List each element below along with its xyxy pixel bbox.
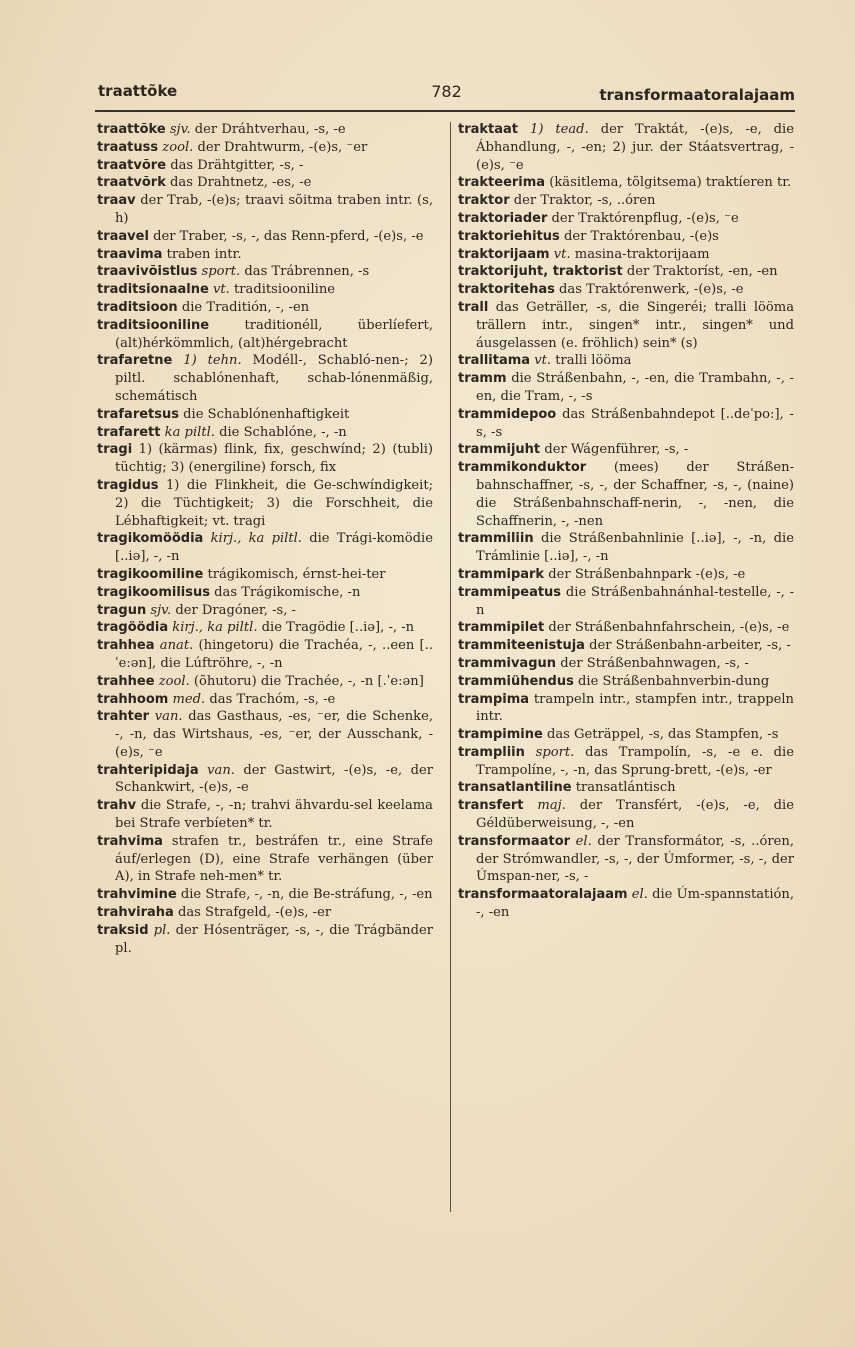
entry-headword: trammipilet: [458, 620, 545, 636]
dictionary-entry: [97, 922, 433, 958]
entry-headword: trall: [458, 299, 489, 315]
entry-headword: trahviraha: [97, 905, 174, 921]
entry-definition: 1) die Flinkheit, die Ge-schwíndigkeit; 2) die Tüchtigkeit; 3) die Forschheit, die Lébhaftigkeit; vt. tragi: [115, 477, 433, 529]
entry-definition: der Drahtwurm, -(e)s, ⁻er: [197, 139, 368, 155]
entry-label: zool.: [158, 673, 190, 689]
entry-headword: tragöödia: [97, 620, 169, 636]
entry-label: el.: [575, 833, 592, 849]
right-running-headword: transformaatoralajaam: [599, 86, 795, 104]
dictionary-entry: [458, 406, 794, 442]
entry-label: 1) tehn.: [183, 353, 242, 369]
entry-definition: das Trágikomische, -n: [214, 584, 361, 600]
entry-label: pl.: [153, 922, 171, 938]
dictionary-entry: [97, 602, 433, 620]
dictionary-entry: [97, 352, 433, 405]
entry-definition: die Strafe, -, -n; trahvi ähvardu-sel keelama bei Strafe verbíeten* tr.: [115, 798, 433, 832]
dictionary-entry: [458, 459, 794, 530]
entry-definition: der Traktórenbau, -(e)s: [563, 228, 719, 244]
entry-headword: trampliin: [458, 744, 525, 760]
dictionary-entry: [458, 566, 794, 584]
column-divider: [450, 122, 451, 1212]
dictionary-entry: [458, 263, 794, 281]
dictionary-entry: [97, 424, 433, 442]
entry-headword: trakteerima: [458, 175, 546, 191]
dictionary-entry: [97, 904, 433, 922]
entry-headword: trahter: [97, 709, 150, 725]
dictionary-entry: [458, 228, 794, 246]
dictionary-entry: [458, 352, 794, 370]
entry-definition: das Drähtgitter, -s, -: [170, 157, 304, 173]
entry-definition: der Gastwirt, -(e)s, -e, der Schankwirt, -(e)s, -e: [115, 762, 433, 796]
entry-label: maj.: [537, 798, 566, 814]
entry-headword: trammiliin: [458, 531, 534, 547]
entry-definition: das Geträller, -s, die Singeréi; tralli lööma trällern intr., singen* intr., singen* und áusgelassen (e. fröhlich) sein* (s): [476, 299, 794, 351]
entry-headword: traditsionaalne: [97, 282, 209, 298]
entry-headword: trampimine: [458, 727, 543, 743]
entry-headword: tragikoomiline: [97, 566, 204, 582]
entry-label: ka piltl.: [164, 424, 215, 440]
entry-headword: tragun: [97, 602, 147, 618]
dictionary-entry: [97, 157, 433, 175]
entry-definition: die Trági-komödie [..iə], -, -n: [115, 531, 433, 565]
entry-definition: der Trab, -(e)s; traavi sõitma traben intr. (s, h): [115, 193, 433, 226]
entry-definition: der Dráhtverhau, -s, -e: [194, 122, 346, 137]
entry-definition: der Stráßenbahn-arbeiter, -s, -: [589, 638, 791, 654]
entry-definition: das Strafgeld, -(e)s, -er: [177, 905, 332, 921]
dictionary-entry: [458, 619, 794, 637]
dictionary-entry: [97, 192, 433, 228]
entry-definition: trampeln intr., stampfen intr., trappeln intr.: [476, 691, 794, 725]
dictionary-entry: [97, 121, 433, 139]
entry-headword: trahvima: [97, 833, 163, 849]
dictionary-entry: [97, 619, 433, 637]
dictionary-entry: [458, 530, 794, 566]
dictionary-entry: [458, 833, 794, 886]
dictionary-entry: [458, 886, 794, 922]
entry-label: med.: [172, 691, 206, 707]
entry-headword: transfert: [458, 798, 524, 814]
entry-definition: das Stráßenbahndepot [..deˈpo:], -s, -s: [476, 406, 794, 440]
entry-definition: das Gasthaus, -es, ⁻er, die Schenke, -, -n, das Wirtshaus, -es, ⁻er, der Ausschank, -(e)s, ⁻e: [115, 709, 433, 760]
dictionary-entry: [97, 886, 433, 904]
entry-headword: traktorijuht, traktorist: [458, 264, 623, 280]
entry-label: vt.: [213, 282, 230, 298]
dictionary-entry: [97, 406, 433, 424]
entry-definition: der Stráßenbahnpark -(e)s, -e: [548, 566, 746, 582]
entry-definition: traditsiooniline: [234, 282, 336, 298]
entry-definition: die Tragödie [..iə], -, -n: [261, 620, 415, 636]
entry-definition: traben intr.: [166, 246, 242, 262]
entry-headword: tragi: [97, 442, 133, 458]
entry-headword: trallitama: [458, 353, 531, 369]
entry-headword: trahhoom: [97, 691, 169, 707]
dictionary-entry: [458, 299, 794, 352]
entry-headword: traktoritehas: [458, 282, 555, 298]
entry-headword: traktoriader: [458, 210, 548, 226]
entry-headword: trammipark: [458, 566, 545, 582]
entry-definition: die Stráßenbahnánhal-testelle, -, -n: [476, 584, 794, 618]
entry-headword: trammivagun: [458, 655, 557, 671]
entry-definition: die Schablónenhaftigkeit: [183, 406, 350, 422]
entry-headword: traattõke: [97, 122, 166, 137]
dictionary-entry: [458, 370, 794, 406]
entry-definition: das Drahtnetz, -es, -e: [170, 175, 312, 191]
left-running-headword: traattõke: [98, 82, 178, 100]
entry-headword: trammikonduktor: [458, 460, 587, 476]
entry-definition: strafen tr., bestráfen tr., eine Strafe áuf/erlegen (D), eine Strafe verhängen (über A), in Strafe neh-men* tr.: [115, 833, 433, 885]
entry-definition: der Traktórenpflug, -(e)s, ⁻e: [551, 210, 739, 226]
entry-definition: masina-traktorijaam: [574, 246, 710, 262]
entry-headword: trammijuht: [458, 442, 541, 458]
entry-definition: das Trampolín, -s, -e e. die Trampolíne, -, -n, das Sprung-brett, -(e)s, -er: [476, 744, 794, 778]
dictionary-entry: [97, 691, 433, 709]
entry-definition: (õhutoru) die Trachée, -, -n [.ˈe:ən]: [193, 673, 424, 689]
dictionary-entry: [458, 281, 794, 299]
entry-headword: traktorijaam: [458, 246, 550, 262]
dictionary-entry: [97, 228, 433, 246]
entry-label: kirj., ka piltl.: [210, 531, 302, 547]
entry-definition: trágikomisch, érnst-hei-ter: [207, 566, 386, 582]
dictionary-entry: [97, 139, 433, 157]
dictionary-entry: [458, 441, 794, 459]
entry-headword: traatvõre: [97, 157, 167, 173]
entry-label: vt.: [553, 246, 571, 262]
page-number: 782: [431, 82, 462, 101]
entry-headword: trafarett: [97, 424, 161, 440]
entry-definition: (käsitlema, tõlgitsema) traktíeren tr.: [549, 175, 792, 191]
entry-headword: traavel: [97, 228, 149, 244]
entry-definition: Modéll-, Schabló-nen-; 2) piltl. schablónenhaft, schab-lónenmäßig, schemátisch: [115, 353, 433, 404]
entry-label: el.: [631, 887, 648, 903]
entry-definition: traditionéll, überlíefert, (alt)hérkömmlich, (alt)hérgebracht: [115, 317, 433, 351]
entry-label: sport.: [201, 264, 241, 280]
dictionary-entry: [97, 637, 433, 673]
entry-headword: trafaretne: [97, 353, 173, 369]
entry-headword: traavivõistlus: [97, 264, 198, 280]
dictionary-entry: [97, 708, 433, 761]
entry-definition: der Traber, -s, -, das Renn-pferd, -(e)s, -e: [153, 228, 424, 244]
entry-label: zool.: [162, 139, 194, 155]
entry-headword: trahvimine: [97, 887, 177, 903]
entry-headword: trammiteenistuja: [458, 638, 585, 654]
dictionary-entry: [458, 744, 794, 780]
dictionary-entry: [458, 584, 794, 620]
entry-headword: traatuss: [97, 139, 159, 155]
dictionary-entry: [458, 246, 794, 264]
header-rule: [95, 110, 795, 112]
entry-definition: der Transfért, -(e)s, -e, die Géldüberweisung, -, -en: [476, 798, 794, 832]
dictionary-entry: [458, 779, 794, 797]
page-header: [98, 82, 795, 108]
dictionary-entry: [97, 530, 433, 566]
entry-headword: trahteripidaja: [97, 762, 199, 778]
dictionary-entry: [458, 797, 794, 833]
entry-definition: der Traktor, -s, ..óren: [513, 193, 656, 209]
entry-definition: der Stráßenbahnwagen, -s, -: [560, 655, 749, 671]
entry-headword: traditsiooniline: [97, 317, 210, 333]
entry-definition: der Traktát, -(e)s, -e, die Ábhandlung, -, -en; 2) jur. der Stáatsvertrag, -(e)s, ⁻e: [476, 122, 794, 173]
dictionary-entry: [458, 210, 794, 228]
entry-headword: tramm: [458, 371, 507, 387]
entry-definition: das Trachóm, -s, -e: [209, 691, 336, 707]
dictionary-entry: [97, 797, 433, 833]
dictionary-entry: [97, 281, 433, 299]
dictionary-entry: [97, 299, 433, 317]
dictionary-entry: [97, 246, 433, 264]
entry-definition: die Úm-spannstatión, -, -en: [476, 887, 794, 921]
entry-definition: das Trábrennen, -s: [244, 264, 370, 280]
entry-definition: das Geträppel, -s, das Stampfen, -s: [546, 727, 779, 743]
right-column: [458, 121, 794, 922]
entry-label: sport.: [535, 744, 575, 760]
entry-label: kirj., ka piltl.: [172, 620, 258, 636]
dictionary-entry: [458, 121, 794, 174]
dictionary-entry: [97, 673, 433, 691]
entry-headword: traktoriehitus: [458, 228, 560, 244]
entry-headword: traavima: [97, 246, 163, 262]
dictionary-entry: [97, 833, 433, 886]
entry-definition: die Stráßenbahnverbin-dung: [578, 673, 770, 689]
dictionary-entry: [458, 192, 794, 210]
entry-headword: traktaat: [458, 122, 519, 137]
entry-definition: transatlántisch: [575, 780, 676, 796]
dictionary-entry: [97, 584, 433, 602]
entry-definition: 1) (kärmas) flink, fix, geschwínd; 2) (tubli) tüchtig; 3) (energiline) forsch, fix: [115, 442, 433, 476]
dictionary-entry: [458, 691, 794, 727]
dictionary-entry: [97, 317, 433, 353]
dictionary-entry: [458, 726, 794, 744]
dictionary-entry: [458, 637, 794, 655]
entry-definition: die Stráßenbahnlinie [..iə], -, -n, die Trámlinie [..iə], -, -n: [476, 531, 794, 565]
entry-headword: trammidepoo: [458, 406, 557, 422]
entry-headword: transformaator: [458, 833, 571, 849]
entry-definition: der Hósenträger, -s, -, die Trágbänder pl.: [115, 922, 433, 956]
dictionary-entry: [458, 655, 794, 673]
dictionary-entry: [97, 762, 433, 798]
dictionary-entry: [97, 477, 433, 530]
entry-headword: trahhea: [97, 638, 155, 654]
entry-definition: die Schablóne, -, -n: [219, 424, 347, 440]
dictionary-entry: [97, 263, 433, 281]
dictionary-entry: [97, 441, 433, 477]
entry-headword: traatvõrk: [97, 175, 166, 191]
entry-definition: der Traktoríst, -en, -en: [626, 264, 778, 280]
entry-definition: die Stráßenbahn, -, -en, die Trambahn, -, -en, die Tram, -, -s: [476, 371, 794, 404]
entry-definition: der Stráßenbahnfahrschein, -(e)s, -e: [548, 620, 790, 636]
entry-definition: die Traditión, -, -en: [181, 299, 310, 315]
entry-definition: der Dragóner, -s, -: [175, 602, 296, 618]
entry-headword: traksid: [97, 922, 149, 938]
entry-label: van.: [207, 762, 235, 778]
entry-headword: trafaretsus: [97, 406, 179, 422]
entry-label: vt.: [534, 353, 552, 369]
dictionary-entry: [458, 673, 794, 691]
entry-label: sjv.: [169, 122, 191, 137]
entry-definition: tralli lööma: [555, 353, 632, 369]
entry-headword: tragidus: [97, 477, 159, 493]
entry-headword: transformaatoralajaam: [458, 887, 628, 903]
entry-label: sjv.: [150, 602, 172, 618]
entry-headword: transatlantiline: [458, 780, 572, 796]
entry-definition: das Traktórenwerk, -(e)s, -e: [559, 282, 744, 298]
entry-definition: der Transformátor, -s, ..óren, der Strómwandler, -s, -, der Úmformer, -s, -, der Úmspan-ner, -s, -: [476, 833, 794, 885]
entry-label: anat.: [159, 638, 194, 654]
entry-headword: trahv: [97, 798, 137, 814]
entry-definition: die Strafe, -, -n, die Be-stráfung, -, -en: [180, 887, 433, 903]
dictionary-entry: [97, 174, 433, 192]
entry-headword: traav: [97, 193, 136, 209]
entry-headword: traktor: [458, 193, 510, 209]
entry-headword: tragikomöödia: [97, 531, 204, 547]
entry-definition: (mees) der Stráßen-bahnschaffner, -s, -, der Schaffner, -s, -, (naine) die Stráßenbahnschaff-nerin, -, -nen, die Schaffnerin, -, -nen: [476, 460, 794, 529]
entry-label: van.: [154, 709, 183, 725]
entry-definition: der Wágenführer, -s, -: [544, 442, 689, 458]
dictionary-entry: [458, 174, 794, 192]
entry-headword: trammipeatus: [458, 584, 562, 600]
entry-headword: traditsioon: [97, 299, 178, 315]
entry-headword: tragikoomilisus: [97, 584, 210, 600]
entry-headword: trahhee: [97, 673, 155, 689]
entry-definition: (hingetoru) die Trachéa, -, ..een [..ˈe:ən], die Lúftröhre, -, -n: [115, 638, 433, 671]
entry-label: 1) tead.: [529, 122, 589, 137]
entry-headword: trammiühendus: [458, 673, 574, 689]
left-column: [97, 121, 433, 957]
dictionary-entry: [97, 566, 433, 584]
entry-headword: trampima: [458, 691, 530, 707]
